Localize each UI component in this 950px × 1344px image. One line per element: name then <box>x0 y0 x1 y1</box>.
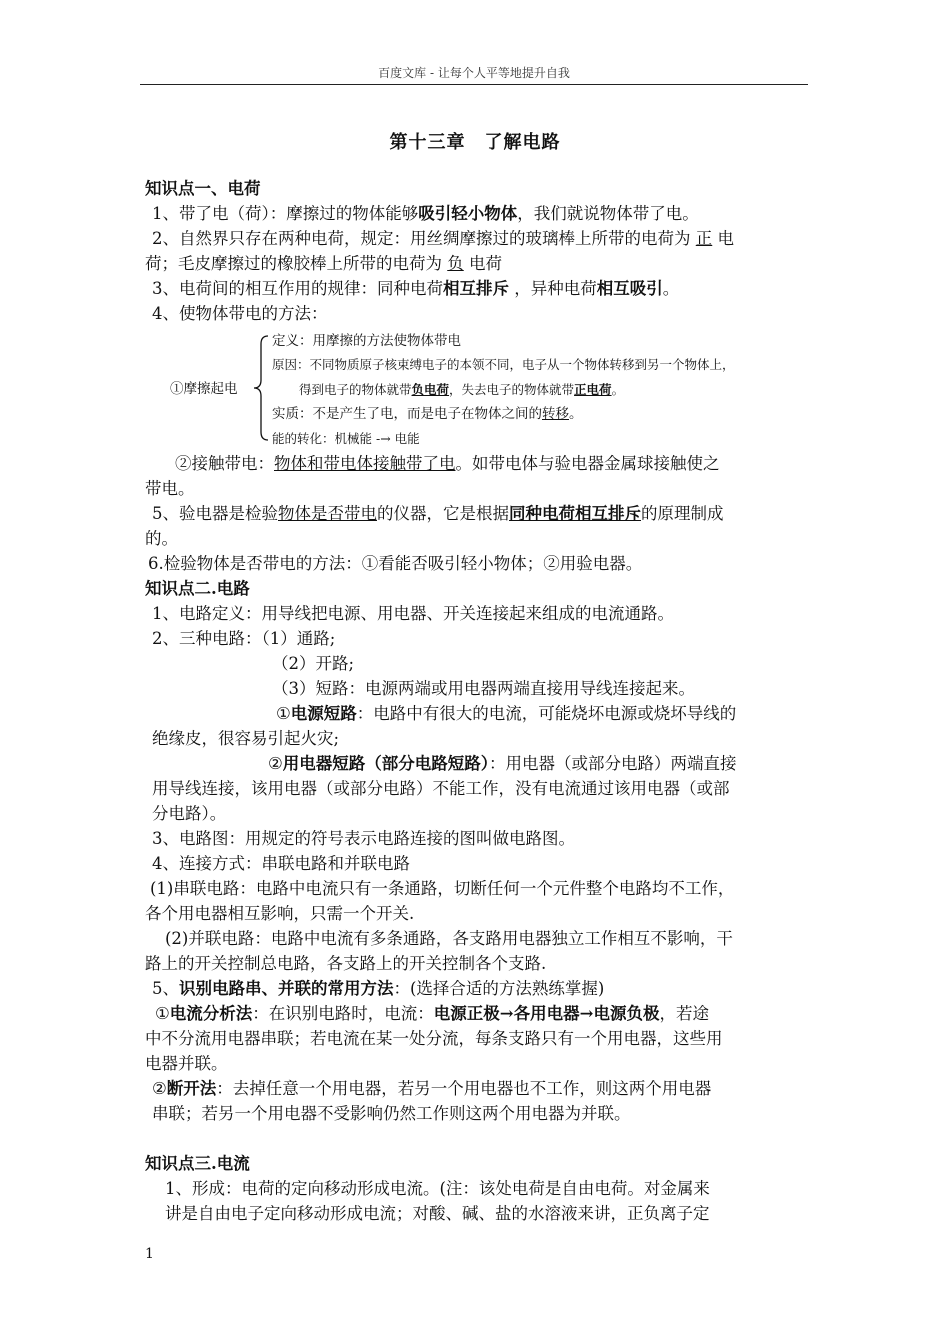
paragraph-two-charges-cont: 荷；毛皮摩擦过的橡胶棒上所带的电荷为 负 电荷 <box>145 254 502 273</box>
current-line: 1、形成：电荷的定向移动形成电流。(注：该处电荷是自由电荷。对金属来 <box>165 1179 710 1198</box>
header-rule <box>140 84 808 85</box>
circuit-line: 电器并联。 <box>145 1054 228 1073</box>
circuit-line: 3、电路图：用规定的符号表示电路连接的图叫做电路图。 <box>152 829 575 848</box>
friction-reason: 原因：不同物质原子核束缚电子的本领不同，电子从一个物体转移到另一个物体上， <box>272 357 735 372</box>
circuit-line: ①电源短路：电路中有很大的电流，可能烧坏电源或烧坏导线的 <box>276 704 737 723</box>
section-heading-charge: 知识点一、电荷 <box>145 179 261 198</box>
circuit-line: ②用电器短路（部分电路短路）：用电器（或部分电路）两端直接 <box>268 754 737 773</box>
paragraph-charged: 1、带了电（荷）：摩擦过的物体能够吸引轻小物体，我们就说物体带了电。 <box>152 204 699 223</box>
paragraph-contact: ②接触带电：物体和带电体接触带了电。如带电体与验电器金属球接触使之 <box>175 454 720 473</box>
friction-energy: 能的转化：机械能 -→ 电能 <box>272 431 420 446</box>
page-header: 百度文库 - 让每个人平等地提升自我 <box>378 66 570 80</box>
friction-definition: 定义：用摩擦的方法使物体带电 <box>272 333 461 349</box>
circuit-line: (2)并联电路：电路中电流有多条通路，各支路用电器独立工作相互不影响，干 <box>165 929 733 948</box>
friction-reason-cont: 得到电子的物体就带负电荷，失去电子的物体就带正电荷。 <box>299 382 625 397</box>
circuit-line: （2）开路; <box>272 654 355 673</box>
circuit-line: 中不分流用电器串联；若电流在某一处分流，每条支路只有一个用电器，这些用 <box>145 1029 723 1048</box>
circuit-line: 1、电路定义：用导线把电源、用电器、开关连接起来组成的电流通路。 <box>152 604 674 623</box>
circuit-line: (1)串联电路：电路中电流只有一条通路，切断任何一个元件整个电路均不工作， <box>150 879 735 898</box>
circuit-line: 各个用电器相互影响，只需一个开关. <box>145 904 415 923</box>
friction-essence: 实质：不是产生了电，而是电子在物体之间的转移。 <box>272 406 583 422</box>
section-heading-current: 知识点三.电流 <box>145 1154 250 1173</box>
circuit-line: 4、连接方式：串联电路和并联电路 <box>152 854 410 873</box>
circuit-line: 绝缘皮，很容易引起火灾; <box>152 729 340 748</box>
page-number: 1 <box>145 1246 154 1262</box>
circuit-line: 路上的开关控制总电路，各支路上的开关控制各个支路. <box>145 954 547 973</box>
paragraph-methods: 4、使物体带电的方法： <box>152 304 328 323</box>
circuit-line: ①电流分析法：在识别电路时，电流：电源正极→各用电器→电源负极，若途 <box>155 1004 709 1023</box>
current-line: 讲是自由电子定向移动形成电流；对酸、碱、盐的水溶液来讲，正负离子定 <box>165 1204 710 1223</box>
paragraph-electroscope: 5、验电器是检验物体是否带电的仪器，它是根据同种电荷相互排斥的原理制成 <box>152 504 724 523</box>
paragraph-test-methods: 6.检验物体是否带电的方法：①看能否吸引轻小物体；②用验电器。 <box>148 554 643 573</box>
paragraph-electroscope-cont: 的。 <box>145 529 178 548</box>
circuit-line: 串联；若另一个用电器不受影响仍然工作则这两个用电器为并联。 <box>152 1104 631 1123</box>
circuit-line: 5、识别电路串、并联的常用方法：(选择合适的方法熟练掌握) <box>152 979 605 998</box>
chapter-title: 第十三章 了解电路 <box>389 132 561 153</box>
circuit-line: （3）短路：电源两端或用电器两端直接用导线连接起来。 <box>272 679 695 698</box>
section-heading-circuit: 知识点二.电路 <box>145 579 250 598</box>
curly-brace-icon <box>252 334 270 442</box>
paragraph-interaction: 3、电荷间的相互作用的规律：同种电荷相互排斥 ，异种电荷相互吸引。 <box>152 279 680 298</box>
circuit-line: 用导线连接，该用电器（或部分电路）不能工作，没有电流通过该用电器（或部 <box>152 779 730 798</box>
circuit-line: 分电路）。 <box>152 804 227 823</box>
paragraph-two-charges: 2、自然界只存在两种电荷，规定：用丝绸摩擦过的玻璃棒上所带的电荷为 正 电 <box>152 229 734 248</box>
circuit-line: ②断开法：去掉任意一个用电器，若另一个用电器也不工作，则这两个用电器 <box>152 1079 712 1098</box>
paragraph-contact-cont: 带电。 <box>145 479 195 498</box>
circuit-line: 2、三种电路：（1）通路; <box>152 629 336 648</box>
friction-label: ①摩擦起电 <box>170 381 238 397</box>
